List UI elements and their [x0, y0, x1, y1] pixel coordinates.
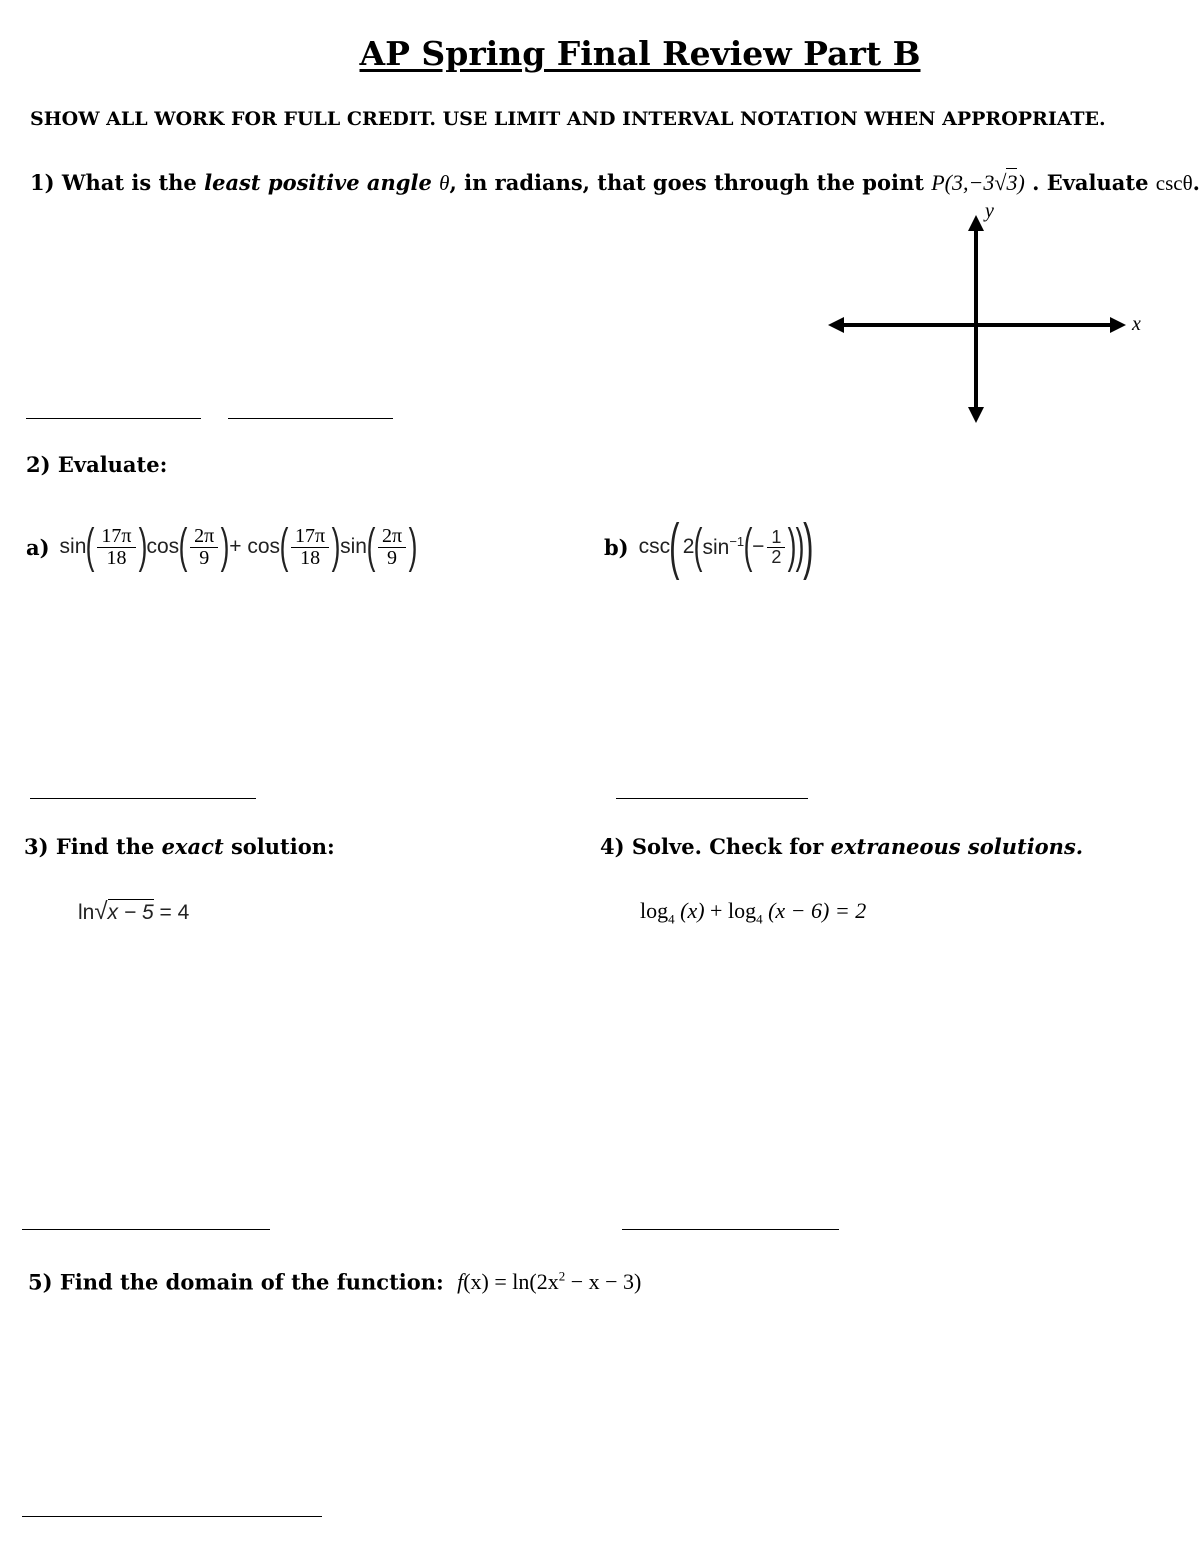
x-axis-left-arrow: [828, 317, 844, 333]
q5-func-end: − x − 3): [565, 1269, 642, 1295]
q2a-cos: cos: [146, 535, 180, 558]
q2a-frac2-den: 9: [199, 546, 210, 569]
q1-text-middle: , in radians, that goes through the point: [449, 170, 924, 195]
q1-answer-blank-angle[interactable]: [26, 418, 201, 419]
q2a-paren-open-3: (: [279, 520, 289, 573]
q2b-negative: −: [752, 535, 765, 558]
q4-equation: [640, 898, 866, 927]
q5-func-rest: (x) = ln(2x: [463, 1269, 559, 1295]
q1-theta: θ: [439, 171, 450, 195]
q2b-paren-close-inner: ): [788, 520, 797, 573]
q4-plus: +: [710, 898, 723, 923]
q1-point-root: 3: [1006, 170, 1018, 195]
q4-base-2: 4: [756, 911, 763, 927]
q4-arg-2: (x − 6) = 2: [768, 898, 867, 923]
q2b-paren-open-mid: (: [694, 520, 703, 573]
q2a-paren-close-3: ): [331, 520, 341, 573]
q3-text-after: solution:: [230, 834, 335, 859]
q3-radicand: x − 5: [107, 901, 154, 924]
q2b-arcsin: [702, 534, 744, 560]
q2a-frac-4: [378, 526, 406, 569]
q2b-frac: [767, 528, 785, 567]
q2a-frac4-den: 9: [387, 546, 397, 569]
q4-answer-blank[interactable]: [622, 1229, 839, 1230]
q2a-sin: sin: [59, 535, 87, 558]
q2a-paren-close-2: ): [220, 520, 230, 573]
q5-func-name: f: [457, 1269, 464, 1295]
q5-text: Find the domain of the function:: [59, 1269, 444, 1295]
q4-base-1: 4: [668, 911, 675, 927]
q4-log-1: log: [640, 898, 669, 923]
page-title: AP Spring Final Review Part B: [359, 34, 921, 73]
q2a-frac1-den: 18: [106, 546, 127, 569]
q2a-answer-blank[interactable]: [30, 798, 256, 799]
q1-number: 1): [30, 170, 55, 195]
q2a-frac4-num: 2π: [378, 526, 406, 548]
q1-point-close: ): [1017, 170, 1025, 195]
q2a-plus-cos: + cos: [229, 535, 281, 558]
q2a-frac2-num: 2π: [190, 526, 218, 548]
q2a-paren-close-1: ): [138, 520, 147, 573]
y-axis-label: y: [985, 200, 994, 222]
q1-text-before: What is the: [61, 170, 197, 195]
q1-period: .: [1192, 170, 1200, 195]
q3-sqrt-sign: √: [94, 898, 108, 925]
question-1: [30, 170, 1200, 196]
q2b-paren-close-outer: ): [803, 512, 814, 581]
q2a-paren-open-2: (: [178, 520, 188, 573]
q4-text-before: Solve. Check for: [631, 834, 824, 859]
q3-rhs: = 4: [159, 901, 190, 924]
y-axis-bottom-arrow: [968, 407, 984, 423]
question-3: [24, 834, 335, 859]
q1-emphasis: least positive angle: [204, 170, 432, 195]
q2a-paren-close-4: ): [408, 520, 418, 573]
question-2: [26, 452, 167, 477]
q2b-answer-blank[interactable]: [616, 798, 808, 799]
q2b-sin: sin: [702, 536, 730, 559]
q1-point-open: P(3,−3: [931, 170, 995, 195]
q3-text-before: Find the: [55, 834, 155, 859]
q5-function: [457, 1269, 641, 1294]
q2a-paren-open-1: (: [86, 520, 95, 573]
q2a-frac-3: [291, 526, 329, 569]
q2a-sin-2: sin: [340, 535, 367, 558]
q2b-paren-open-outer: (: [669, 512, 680, 581]
q1-text-after: . Evaluate: [1032, 170, 1149, 195]
q2a-frac3-num: 17π: [291, 526, 329, 548]
q2b-paren-open-inner: (: [743, 520, 753, 573]
q4-arg-1: (x): [680, 898, 705, 923]
q2b-inverse: −1: [729, 534, 745, 549]
q3-equation: [78, 898, 189, 926]
q2b-frac-num: 1: [767, 528, 785, 548]
q5-exponent: 2: [558, 1269, 566, 1284]
q1-sqrt-sign: √: [994, 170, 1007, 195]
q5-answer-blank[interactable]: [22, 1516, 322, 1517]
q2b-two: 2: [682, 535, 695, 558]
q4-log-2: log: [727, 898, 757, 923]
x-axis-right-arrow: [1110, 317, 1126, 333]
q1-point: [931, 168, 1025, 195]
q3-answer-blank[interactable]: [22, 1229, 270, 1230]
q3-emphasis: exact: [161, 834, 224, 859]
q2a-label: a): [26, 534, 50, 560]
q3-number: 3): [24, 834, 49, 859]
x-axis-label: x: [1132, 313, 1141, 335]
q1-answer-blank-csc[interactable]: [228, 418, 393, 419]
q2a-expression: [26, 512, 417, 582]
q2b-paren-close-mid: ): [795, 520, 805, 573]
q2a-frac-1: [97, 526, 135, 569]
q4-emphasis: extraneous solutions.: [830, 834, 1084, 859]
coordinate-axes: [820, 205, 1150, 430]
q2a-frac1-num: 17π: [97, 526, 135, 548]
q2a-paren-open-4: (: [366, 520, 376, 573]
q3-ln: ln: [78, 901, 95, 924]
y-axis-top-arrow: [968, 215, 984, 231]
q2b-label: b): [604, 534, 629, 560]
q2a-frac-2: [190, 526, 218, 569]
q2b-frac-den: 2: [771, 546, 782, 567]
q4-number: 4): [600, 834, 625, 859]
q5-number: 5): [28, 1269, 53, 1295]
q2b-expression: [604, 508, 813, 586]
q2a-frac3-den: 18: [300, 546, 321, 569]
instructions: SHOW ALL WORK FOR FULL CREDIT. USE LIMIT AND INTERVAL NOTATION WHEN APPROPRIATE.: [30, 108, 1106, 130]
q1-evaluate: cscθ: [1155, 171, 1193, 195]
question-5: [28, 1269, 641, 1295]
question-4: [600, 834, 1083, 859]
q2-label: Evaluate:: [57, 452, 168, 477]
q2-number: 2): [26, 452, 51, 477]
q2b-csc: csc: [638, 535, 671, 558]
